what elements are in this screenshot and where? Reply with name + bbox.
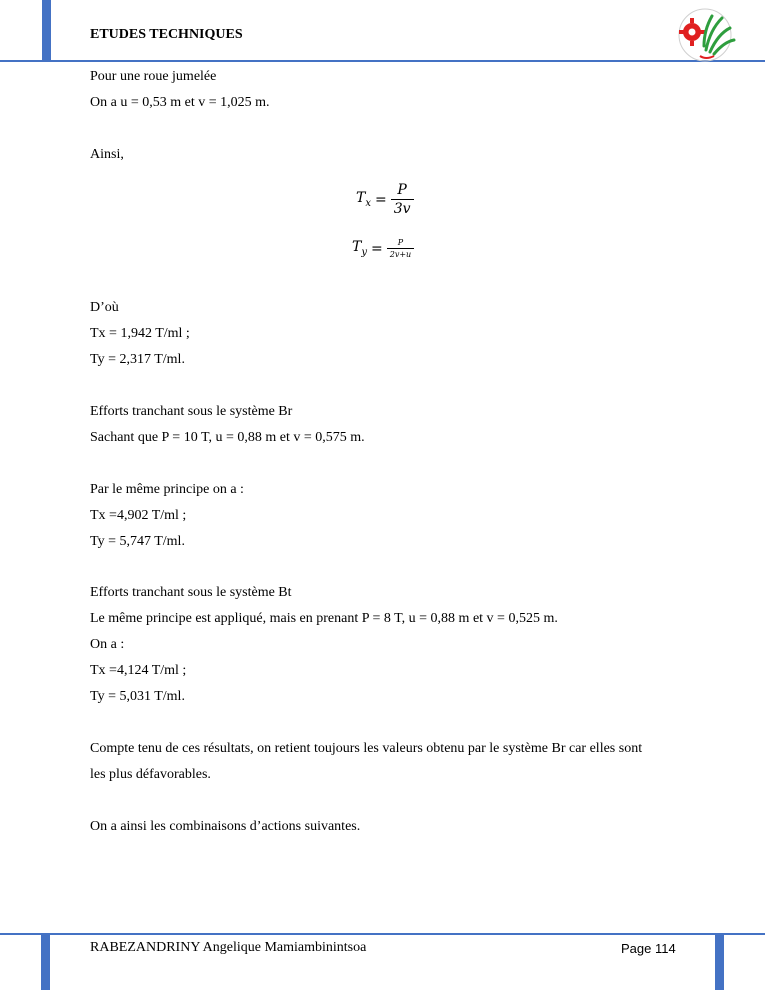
footer-rule bbox=[0, 933, 765, 935]
institution-logo bbox=[670, 6, 740, 64]
text-line: Par le même principe on a : bbox=[90, 482, 244, 497]
footer-left-bar bbox=[41, 934, 50, 990]
header-rule bbox=[0, 60, 765, 62]
eq-equals: = bbox=[371, 240, 383, 257]
header-left-bar bbox=[42, 0, 51, 62]
text-line: Sachant que P = 10 T, u = 0,88 m et v = 0,575 m. bbox=[90, 430, 365, 445]
footer-right-bar bbox=[715, 934, 724, 990]
text-line: Tx =4,124 T/ml ; bbox=[90, 663, 187, 678]
eq-lhs: $T_y$ bbox=[352, 239, 367, 258]
eq-equals: = bbox=[374, 191, 387, 208]
footer-page-number: Page 114 bbox=[621, 941, 676, 956]
equation-ty bbox=[352, 238, 414, 259]
text-line: Ty = 2,317 T/ml. bbox=[90, 352, 185, 367]
text-line: Efforts tranchant sous le système Br bbox=[90, 404, 293, 419]
equation-tx bbox=[356, 182, 414, 217]
eq-lhs: $T_x$ bbox=[356, 190, 371, 209]
text-line: Pour une roue jumelée bbox=[90, 69, 217, 84]
text-line: On a ainsi les combinaisons d’actions suivantes. bbox=[90, 819, 361, 834]
eq-fraction: $\frac{P}{2v+u}$ bbox=[387, 238, 414, 259]
text-line: On a u = 0,53 m et v = 1,025 m. bbox=[90, 95, 270, 110]
footer-author: RABEZANDRINY Angelique Mamiambinintsoa bbox=[90, 940, 367, 955]
eq-fraction: $\frac{P}{3v}$ bbox=[391, 182, 414, 217]
text-line: On a : bbox=[90, 637, 125, 652]
header-title: ETUDES TECHNIQUES bbox=[90, 27, 243, 42]
text-line: D’où bbox=[90, 300, 119, 315]
text-line: Compte tenu de ces résultats, on retient toujours les valeurs obtenu par le système Br car elles sont bbox=[90, 741, 643, 756]
text-line: Ty = 5,031 T/ml. bbox=[90, 689, 185, 704]
text-line: Le même principe est appliqué, mais en prenant P = 8 T, u = 0,88 m et v = 0,525 m. bbox=[90, 611, 558, 626]
text-line: Tx =4,902 T/ml ; bbox=[90, 508, 187, 523]
text-line: Ainsi, bbox=[90, 147, 124, 162]
text-line: Tx = 1,942 T/ml ; bbox=[90, 326, 190, 341]
text-line: Ty = 5,747 T/ml. bbox=[90, 534, 185, 549]
text-line: Efforts tranchant sous le système Bt bbox=[90, 585, 292, 600]
text-line: les plus défavorables. bbox=[90, 767, 211, 782]
